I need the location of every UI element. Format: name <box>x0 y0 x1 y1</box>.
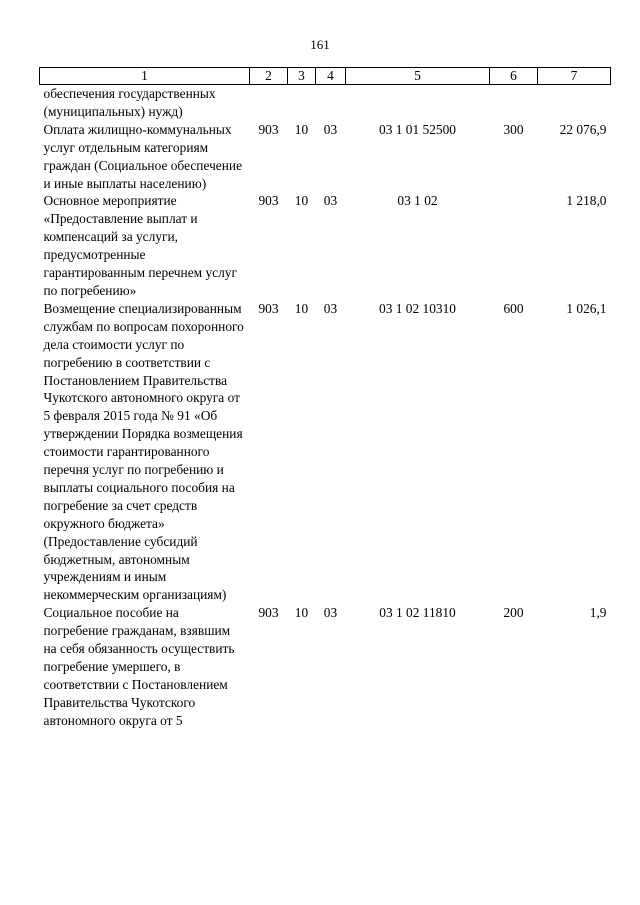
expense-type-code: 300 <box>503 121 524 137</box>
expense-name: Основное мероприятие «Предоставление выплат и компенсаций за услуги, предусмотренные гарантированным перечнем услуг по погребению» <box>43 193 237 298</box>
target-article-code: 03 1 02 10310 <box>379 300 456 316</box>
expense-name: обеспечения государственных (муниципальных) нужд) <box>43 86 216 119</box>
amount: 1,9 <box>589 605 607 621</box>
subsection-code: 03 <box>323 121 338 137</box>
target-article-code <box>346 85 490 121</box>
expense-type-code: 600 <box>503 300 524 316</box>
amount <box>538 85 611 121</box>
column-header: 6 <box>490 68 538 85</box>
subsection-code: 03 <box>323 605 338 621</box>
ministry-code: 903 <box>258 193 279 209</box>
ministry-code <box>250 85 288 121</box>
table-row <box>40 121 611 193</box>
column-header: 4 <box>316 68 346 85</box>
table-row <box>40 300 611 604</box>
ministry-code: 903 <box>258 605 279 621</box>
amount: 22 076,9 <box>559 121 607 137</box>
target-article-code: 03 1 02 <box>397 193 438 209</box>
column-header: 2 <box>250 68 288 85</box>
expense-name: Социальное пособие на погребение гражданам, взявшим на себя обязанность осуществить погребение умершего, в соответствии с Постановлением Правительства Чукотского автономного округа от 5 <box>43 605 235 728</box>
column-header: 1 <box>40 68 250 85</box>
expense-name: Возмещение специализированным службам по вопросам похоронного дела стоимости услуг по погребению в соответствии с Постановлением Правительства Чукотского автономного округа от 5 февраля 2015 года № 91 «Об утверждении Порядка возмещения стоимости гарантированного перечня услуг по погребению и выплаты социального пособия на погребение за счет средств окружного бюджета» (Предоставление субсидий бюджетным, автономным учреждениям и иным некоммерческим организациям) <box>43 300 244 603</box>
section-code <box>288 85 316 121</box>
subsection-code <box>316 85 346 121</box>
table-header-row <box>40 68 611 85</box>
section-code: 10 <box>294 121 309 137</box>
subsection-code: 03 <box>323 300 338 316</box>
amount: 1 218,0 <box>566 193 607 209</box>
column-header: 7 <box>538 68 611 85</box>
section-code: 10 <box>294 605 309 621</box>
target-article-code: 03 1 02 11810 <box>379 605 456 621</box>
ministry-code: 903 <box>258 300 279 316</box>
table-row <box>40 604 611 729</box>
expense-type-code <box>490 85 538 121</box>
budget-table <box>39 67 611 730</box>
section-code: 10 <box>294 300 309 316</box>
amount: 1 026,1 <box>566 300 607 316</box>
section-code: 10 <box>294 193 309 209</box>
table-row <box>40 192 611 299</box>
ministry-code: 903 <box>258 121 279 137</box>
page-number: 161 <box>310 37 330 52</box>
expense-type-code <box>490 192 538 299</box>
target-article-code: 03 1 01 52500 <box>379 121 456 137</box>
expense-type-code: 200 <box>503 605 524 621</box>
expense-name: Оплата жилищно-коммунальных услуг отдельным категориям граждан (Социальное обеспечение и иные выплаты населению) <box>43 121 243 191</box>
column-header: 5 <box>346 68 490 85</box>
subsection-code: 03 <box>323 193 338 209</box>
table-row <box>40 85 611 121</box>
column-header: 3 <box>288 68 316 85</box>
